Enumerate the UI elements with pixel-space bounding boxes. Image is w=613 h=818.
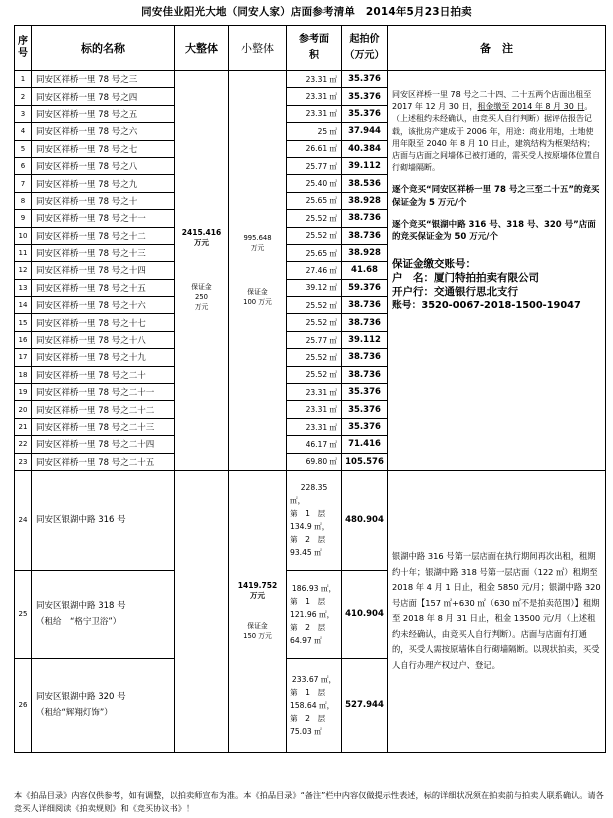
account-bank: 开户行：交通银行思北支行 bbox=[392, 286, 518, 299]
lot-price: 35.376 bbox=[342, 418, 388, 435]
lot-price: 410.904 bbox=[342, 570, 388, 658]
lot-area-line: 93.45 ㎡ bbox=[290, 548, 322, 558]
lot-number: 19 bbox=[15, 384, 32, 401]
lot-area: 25.52 ㎡ bbox=[287, 297, 342, 314]
small-total: 995.648 bbox=[243, 234, 272, 243]
header-name: 标的名称 bbox=[32, 26, 175, 71]
lot-name: 同安区银湖中路 318 号 bbox=[36, 601, 126, 612]
lot-number: 25 bbox=[15, 570, 32, 658]
lot-name: 同安区祥桥一里 78 号之十八 bbox=[32, 331, 175, 348]
small-deposit-label-b: 保证金 bbox=[247, 622, 268, 631]
lot-name: 同安区银湖中路 320 号 bbox=[36, 692, 126, 703]
lot-number: 14 bbox=[15, 297, 32, 314]
lot-area-line: 第 1 层 bbox=[290, 687, 326, 697]
lot-number: 5 bbox=[15, 140, 32, 157]
header-row bbox=[15, 26, 606, 71]
lot-number: 3 bbox=[15, 105, 32, 122]
lot-number: 11 bbox=[15, 244, 32, 261]
lot-area-line: 158.64 ㎡， bbox=[290, 700, 335, 710]
page-title: 同安佳业阳光大地（同安人家）店面参考清单 2014年5月23日拍卖 bbox=[141, 6, 472, 18]
lot-area: 25.65 ㎡ bbox=[287, 192, 342, 209]
lot-area-cell bbox=[287, 470, 342, 570]
large-group-cell bbox=[175, 71, 229, 471]
lot-table bbox=[14, 25, 606, 753]
lot-area-line: 186.93 ㎡， bbox=[291, 583, 337, 593]
large-deposit-unit: 万元 bbox=[194, 303, 209, 312]
note-rent-paid: 租金缴至 2014 年 8 月 30 日 bbox=[477, 102, 585, 112]
lot-number: 13 bbox=[15, 279, 32, 296]
lot-area-line: 第 1 层 bbox=[290, 596, 326, 606]
note-deposit-b: 逐个竞买“银湖中路 316 号、318 号、320 号”店面的竞买保证金为 50 万元/个 bbox=[392, 219, 596, 243]
lot-area-line: ㎡， bbox=[290, 496, 306, 506]
note-period: 。 bbox=[584, 102, 593, 112]
lot-name-cell bbox=[32, 470, 175, 570]
lot-area: 23.31 ㎡ bbox=[287, 401, 342, 418]
lot-area: 23.31 ㎡ bbox=[287, 71, 342, 88]
lot-price: 39.112 bbox=[342, 157, 388, 174]
lot-price: 38.736 bbox=[342, 366, 388, 383]
lot-name-cell bbox=[32, 570, 175, 658]
lot-number: 24 bbox=[15, 470, 32, 570]
lot-price: 38.736 bbox=[342, 297, 388, 314]
lot-price: 35.376 bbox=[342, 88, 388, 105]
lot-name: 同安区祥桥一里 78 号之八 bbox=[32, 157, 175, 174]
lot-price: 39.112 bbox=[342, 331, 388, 348]
lot-area: 23.31 ㎡ bbox=[287, 418, 342, 435]
header-no: 序号 bbox=[15, 26, 32, 71]
lot-number: 20 bbox=[15, 401, 32, 418]
lot-area-line: 121.96 ㎡， bbox=[290, 609, 335, 619]
lot-area: 25.77 ㎡ bbox=[287, 157, 342, 174]
lot-name: 同安区祥桥一里 78 号之七 bbox=[32, 140, 175, 157]
lot-name: 同安区祥桥一里 78 号之二十二 bbox=[32, 401, 175, 418]
lot-area-line: 228.35 bbox=[300, 483, 328, 493]
lot-number: 21 bbox=[15, 418, 32, 435]
account-number: 账号：3520-0067-2018-1500-19047 bbox=[392, 300, 581, 312]
lot-name: 同安区祥桥一里 78 号之二十三 bbox=[32, 418, 175, 435]
lot-area-line: 134.9 ㎡， bbox=[290, 522, 330, 532]
lot-area-cell bbox=[287, 658, 342, 752]
lot-area: 25.77 ㎡ bbox=[287, 331, 342, 348]
small-total-unit: 万元 bbox=[250, 244, 265, 253]
lot-price: 35.376 bbox=[342, 401, 388, 418]
lot-area: 25.52 ㎡ bbox=[287, 349, 342, 366]
lot-name: 同安区祥桥一里 78 号之十三 bbox=[32, 244, 175, 261]
lot-name: 同安区祥桥一里 78 号之二十 bbox=[32, 366, 175, 383]
small-deposit-label: 保证金 bbox=[247, 288, 268, 297]
lot-name: 同安区祥桥一里 78 号之十 bbox=[32, 192, 175, 209]
header-area: 参考面积 bbox=[287, 26, 342, 71]
lot-number: 4 bbox=[15, 123, 32, 140]
lot-name: 同安区祥桥一里 78 号之十一 bbox=[32, 210, 175, 227]
lot-number: 9 bbox=[15, 210, 32, 227]
lot-area: 25.52 ㎡ bbox=[287, 366, 342, 383]
lot-price: 35.376 bbox=[342, 105, 388, 122]
lot-area: 25.52 ㎡ bbox=[287, 227, 342, 244]
lot-price: 37.944 bbox=[342, 123, 388, 140]
lot-name: 同安区祥桥一里 78 号之十六 bbox=[32, 297, 175, 314]
note-building-info: （上述租约未经确认，由竞买人自行判断）据评估报告记载，该批房产建成于 2006 年，用途：商业用地，土地使用年限至 2040 年 8 月 10 日止，建筑结构为框架结构；店面与店面之间墙体已被打通的，需买受人按原墙体位置自行砌墙隔断。 bbox=[392, 114, 600, 173]
lot-name: 同安区祥桥一里 78 号之二十一 bbox=[32, 384, 175, 401]
lot-name: 同安区祥桥一里 78 号之三 bbox=[32, 71, 175, 88]
lot-number: 22 bbox=[15, 436, 32, 453]
small-group-cell-b bbox=[229, 470, 287, 752]
lot-tenant: （租给 “格宁卫浴”） bbox=[36, 617, 122, 628]
lot-number: 7 bbox=[15, 175, 32, 192]
small-deposit: 100 万元 bbox=[243, 298, 272, 307]
lot-price: 527.944 bbox=[342, 658, 388, 752]
lot-number: 15 bbox=[15, 314, 32, 331]
lot-area-line: 233.67 ㎡， bbox=[291, 674, 337, 684]
lot-name: 同安区祥桥一里 78 号之十四 bbox=[32, 262, 175, 279]
lot-price: 35.376 bbox=[342, 384, 388, 401]
footer-note: 本《拍品目录》内容仅供参考，如有调整，以拍卖师宣布为准。本《拍品目录》“备注”栏中内容仅做提示性表述，标的详细状况须在拍卖前与拍卖人联系确认。请各竞买人详细阅读《拍卖规则》和《竞买协议书》！ bbox=[14, 790, 604, 813]
lot-number: 6 bbox=[15, 157, 32, 174]
header-large: 大整体 bbox=[175, 26, 229, 71]
lot-name: 同安区祥桥一里 78 号之六 bbox=[32, 123, 175, 140]
lot-name: 同安区祥桥一里 78 号之五 bbox=[32, 105, 175, 122]
lot-number: 26 bbox=[15, 658, 32, 752]
lot-number: 23 bbox=[15, 453, 32, 470]
lot-area: 27.46 ㎡ bbox=[287, 262, 342, 279]
header-notes: 备 注 bbox=[388, 26, 606, 71]
account-title: 保证金缴交账号： bbox=[392, 258, 476, 271]
lot-area: 23.31 ㎡ bbox=[287, 384, 342, 401]
lot-area: 39.12 ㎡ bbox=[287, 279, 342, 296]
large-group-empty bbox=[175, 470, 229, 752]
table-row bbox=[15, 470, 606, 570]
lot-area: 25.52 ㎡ bbox=[287, 210, 342, 227]
lot-price: 59.376 bbox=[342, 279, 388, 296]
lot-area-line: 第 2 层 bbox=[290, 713, 326, 723]
lot-name: 同安区祥桥一里 78 号之二十四 bbox=[32, 436, 175, 453]
lot-price: 40.384 bbox=[342, 140, 388, 157]
lot-name: 同安区祥桥一里 78 号之十二 bbox=[32, 227, 175, 244]
lot-area: 23.31 ㎡ bbox=[287, 88, 342, 105]
large-deposit: 250 bbox=[195, 293, 208, 302]
lot-number: 1 bbox=[15, 71, 32, 88]
account-name: 户 名：厦门特拍拍卖有限公司 bbox=[392, 272, 539, 285]
lot-area: 25 ㎡ bbox=[287, 123, 342, 140]
lot-number: 16 bbox=[15, 331, 32, 348]
lot-name: 同安区祥桥一里 78 号之二十五 bbox=[32, 453, 175, 470]
lot-area-line: 75.03 ㎡ bbox=[290, 726, 322, 736]
lot-name: 同安区银湖中路 316 号 bbox=[36, 515, 126, 526]
lot-area: 25.65 ㎡ bbox=[287, 244, 342, 261]
lot-area: 25.52 ㎡ bbox=[287, 314, 342, 331]
header-price: 起拍价（万元） bbox=[342, 26, 388, 71]
large-total-unit: 万元 bbox=[194, 238, 209, 248]
lot-area-cell bbox=[287, 570, 342, 658]
lot-name: 同安区祥桥一里 78 号之四 bbox=[32, 88, 175, 105]
lot-price: 38.736 bbox=[342, 210, 388, 227]
small-total-unit-b: 万元 bbox=[250, 591, 265, 601]
lot-area-line: 第 1 层 bbox=[290, 509, 326, 519]
large-deposit-label: 保证金 bbox=[191, 283, 212, 292]
lot-number: 8 bbox=[15, 192, 32, 209]
small-group-cell bbox=[229, 71, 287, 471]
lot-name: 同安区祥桥一里 78 号之十五 bbox=[32, 279, 175, 296]
lot-area: 25.40 ㎡ bbox=[287, 175, 342, 192]
lot-price: 38.536 bbox=[342, 175, 388, 192]
lot-name: 同安区祥桥一里 78 号之十九 bbox=[32, 349, 175, 366]
lot-number: 17 bbox=[15, 349, 32, 366]
lot-area: 23.31 ㎡ bbox=[287, 105, 342, 122]
lot-price: 35.376 bbox=[342, 71, 388, 88]
lot-price: 38.928 bbox=[342, 192, 388, 209]
lot-number: 10 bbox=[15, 227, 32, 244]
notes-cell-a bbox=[388, 71, 606, 471]
notes-cell-b bbox=[388, 470, 606, 752]
lot-price: 38.736 bbox=[342, 349, 388, 366]
lot-price: 38.736 bbox=[342, 227, 388, 244]
lot-price: 38.736 bbox=[342, 314, 388, 331]
header-small: 小整体 bbox=[229, 26, 287, 71]
note-lease-a: 同安区祥桥一里 78 号之二十四、二十五两个店面出租至 2017 年 12 月 30 日， bbox=[392, 90, 592, 112]
lot-area-line: 第 2 层 bbox=[290, 535, 326, 545]
small-deposit-b: 150 万元 bbox=[243, 632, 272, 641]
table-row bbox=[15, 71, 606, 88]
lot-area: 26.61 ㎡ bbox=[287, 140, 342, 157]
lot-number: 12 bbox=[15, 262, 32, 279]
lot-name: 同安区祥桥一里 78 号之十七 bbox=[32, 314, 175, 331]
note-yinhu: 银湖中路 316 号第一层店面在执行期间再次出租，租期约十年；银湖中路 318 号第一层店面（122 ㎡）租期至 2018 年 4 月 1 日止，租金 5850 元/月；银湖中路 320 号店面【157 ㎡+630 ㎡（630 ㎡不是拍卖范围）】租期至 2018 年 8 月 31 日止，租金 13500 元/月（上述租约未经确认，由竞买人自行判断）。店面与店面有打通的，买受人需按原墙体自行砌墙隔断。以现状拍卖，买受人自行办理产权过户、登记。 bbox=[392, 551, 601, 670]
lot-price: 480.904 bbox=[342, 470, 388, 570]
lot-area: 69.80 ㎡ bbox=[287, 453, 342, 470]
note-deposit-a: 逐个竞买“同安区祥桥一里 78 号之三至二十五”的竞买保证金为 5 万元/个 bbox=[392, 185, 600, 208]
lot-price: 105.576 bbox=[342, 453, 388, 470]
lot-name: 同安区祥桥一里 78 号之九 bbox=[32, 175, 175, 192]
large-total: 2415.416 bbox=[181, 228, 222, 238]
lot-number: 2 bbox=[15, 88, 32, 105]
lot-price: 38.928 bbox=[342, 244, 388, 261]
lot-area-line: 64.97 ㎡ bbox=[290, 635, 322, 645]
lot-area-line: 第 2 层 bbox=[290, 622, 326, 632]
lot-area: 46.17 ㎡ bbox=[287, 436, 342, 453]
lot-name-cell bbox=[32, 658, 175, 752]
lot-price: 71.416 bbox=[342, 436, 388, 453]
lot-number: 18 bbox=[15, 366, 32, 383]
lot-price: 41.68 bbox=[342, 262, 388, 279]
lot-tenant: （租给“辉翔灯饰”） bbox=[36, 708, 113, 719]
small-total-b: 1419.752 bbox=[237, 581, 278, 591]
